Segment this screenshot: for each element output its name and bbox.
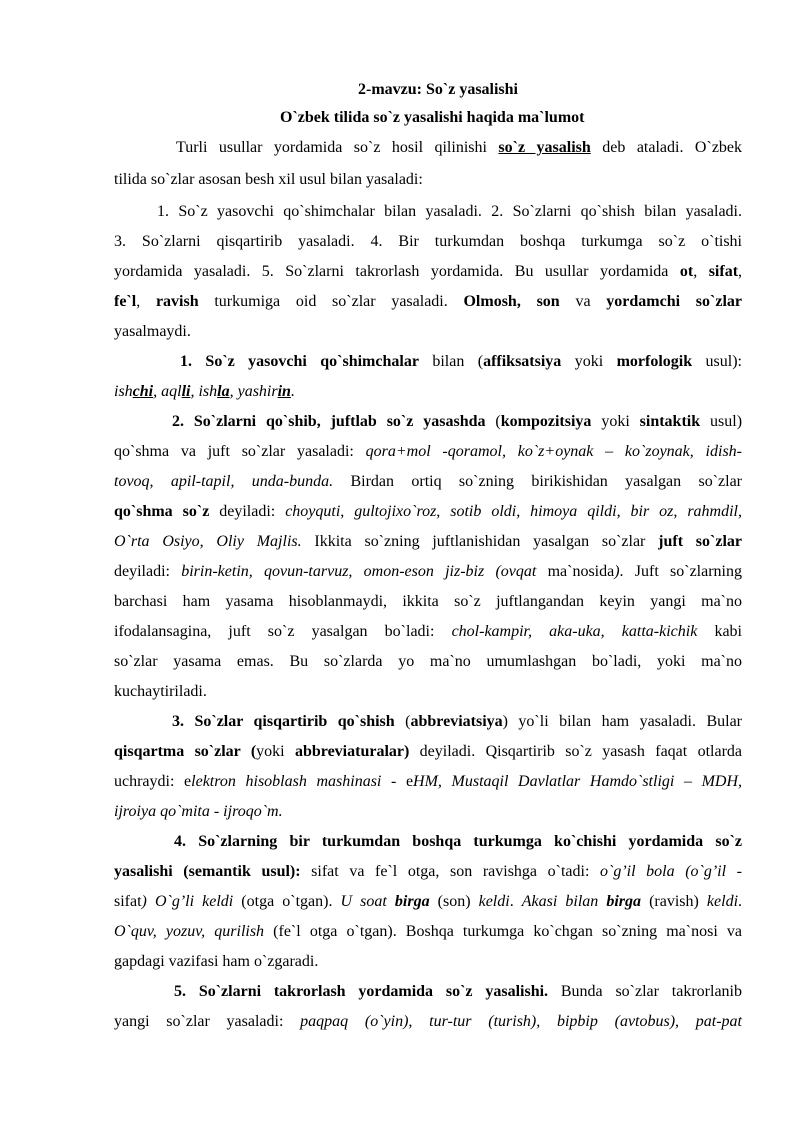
document-subtitle: O`zbek tilida so`z yasalishi haqida ma`lumot — [280, 109, 585, 126]
paragraph-line: O`quv, yozuv, qurilish (fe`l otga o`tgan). Boshqa turkumga ko`chgan so`zning ma`nosi va — [114, 923, 742, 940]
paragraph-line: yasalmaydi. — [114, 323, 191, 340]
paragraph-line: sifat) O`g’li keldi (otga o`tgan). U soat birga (son) keldi. Akasi bilan birga (ravish) keldi. — [114, 893, 743, 910]
paragraph-line: 3. So`zlarni qisqartirib yasaladi. 4. Bir turkumdan boshqa turkumga so`z o`tishi — [114, 233, 742, 250]
paragraph-line: Turli usullar yordamida so`z hosil qilinishi so`z yasalish deb ataladi. O`zbek — [176, 139, 743, 156]
paragraph-line: so`zlar yasama emas. Bu so`zlarda yo ma`no umumlashgan bo`ladi, yoki ma`no — [114, 653, 742, 670]
paragraph-line: 4. So`zlarning bir turkumdan boshqa turkumga ko`chishi yordamida so`z — [174, 833, 742, 850]
paragraph-line: tovoq, apil-tapil, unda-bunda. Birdan ortiq so`zning birikishidan yasalgan so`zlar — [114, 473, 742, 490]
paragraph-line: kuchaytiriladi. — [114, 683, 207, 700]
paragraph-line: ifodalansagina, juft so`z yasalgan bo`ladi: chol-kampir, aka-uka, katta-kichik kabi — [114, 623, 743, 640]
paragraph-line: tilida so`zlar asosan besh xil usul bilan yasaladi: — [114, 171, 423, 188]
paragraph-line: qo`shma so`z deyiladi: choyquti, gultojixo`roz, sotib oldi, himoya qildi, bir oz, rahmdil, — [114, 503, 742, 520]
document-title: 2-mavzu: So`z yasalishi — [358, 81, 518, 98]
paragraph-line: 1. So`z yasovchi qo`shimchalar bilan yasaladi. 2. So`zlarni qo`shish bilan yasaladi. — [157, 203, 742, 220]
paragraph-line: yangi so`zlar yasaladi: paqpaq (o`yin), tur-tur (turish), bipbip (avtobus), pat-pat — [114, 1013, 742, 1030]
paragraph-line: yordamida yasaladi. 5. So`zlarni takrorlash yordamida. Bu usullar yordamida ot, sifat, — [114, 263, 743, 280]
paragraph-line: ijroiya qo`mita - ijroqo`m. — [114, 803, 283, 820]
paragraph-line: yasalishi (semantik usul): sifat va fe`l otga, son ravishga o`tadi: o`g’il bola (o`g’il - — [114, 863, 743, 880]
paragraph-line: fe`l, ravish turkumiga oid so`zlar yasaladi. Olmosh, son va yordamchi so`zlar — [114, 293, 743, 310]
paragraph-line: deyiladi: birin-ketin, qovun-tarvuz, omon-eson jiz-biz (ovqat ma`nosida). Juft so`zlarning — [114, 563, 742, 580]
paragraph-line: 5. So`zlarni takrorlash yordamida so`z yasalishi. Bunda so`zlar takrorlanib — [174, 983, 743, 1000]
paragraph-line: O`rta Osiyo, Oliy Majlis. Ikkita so`zning juftlanishidan yasalgan so`zlar juft so`zlar — [114, 533, 742, 550]
paragraph-line: qo`shma va juft so`zlar yasaladi: qora+mol -qoramol, ko`z+oynak – ko`zoynak, idish- — [114, 443, 742, 460]
paragraph-line: ishchi, aqlli, ishla, yashirin. — [114, 383, 295, 400]
paragraph-line: 2. So`zlarni qo`shib, juftlab so`z yasashda (kompozitsiya yoki sintaktik usul) — [172, 413, 743, 430]
paragraph-line: gapdagi vazifasi ham o`zgaradi. — [114, 953, 319, 970]
paragraph-line: barchasi ham yasama hisoblanmaydi, ikkita so`z juftlangandan keyin yangi ma`no — [114, 593, 742, 610]
paragraph-line: uchraydi: elektron hisoblash mashinasi - eHM, Mustaqil Davlatlar Hamdo`stligi – MDH, — [114, 773, 743, 790]
paragraph-line: 3. So`zlar qisqartirib qo`shish (abbreviatsiya) yo`li bilan ham yasaladi. Bular — [172, 713, 743, 730]
paragraph-line: 1. So`z yasovchi qo`shimchalar bilan (affiksatsiya yoki morfologik usul): — [180, 353, 742, 370]
paragraph-line: qisqartma so`zlar (yoki abbreviaturalar) deyiladi. Qisqartirib so`z yasash faqat otlarda — [114, 743, 742, 760]
